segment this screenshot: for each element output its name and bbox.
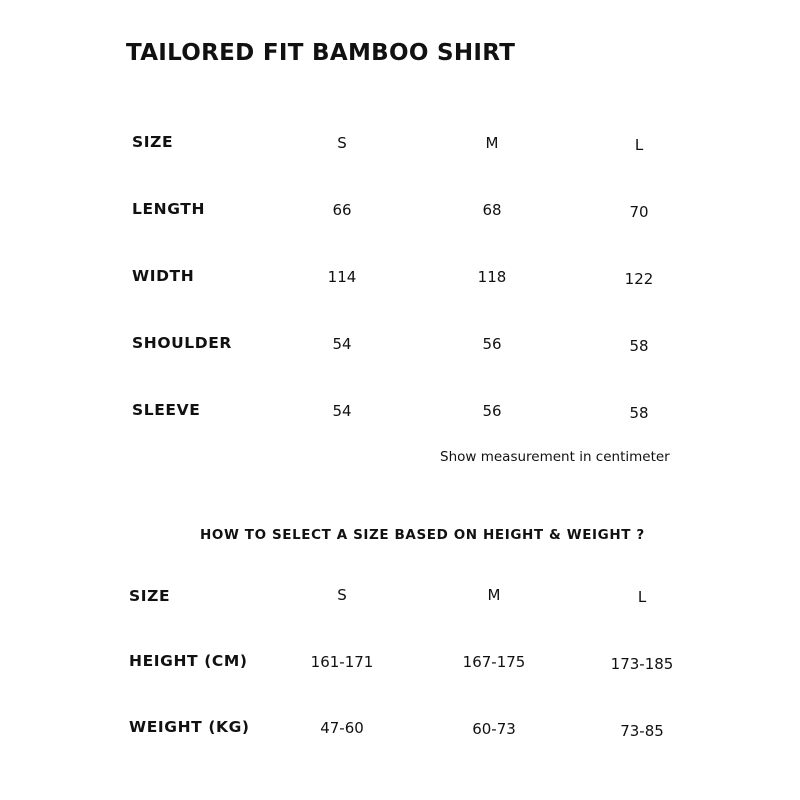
cell-value: 173-185	[610, 655, 674, 673]
cell-value: 54	[332, 335, 352, 353]
table-row	[0, 133, 800, 163]
row-label: WIDTH	[132, 267, 195, 285]
cell-value: 161-171	[310, 653, 374, 671]
cell-value: 56	[482, 402, 502, 420]
cell-value: M	[485, 134, 499, 152]
table-row	[0, 267, 800, 297]
table-row	[0, 200, 800, 230]
cell-value: 56	[482, 335, 502, 353]
cell-value: 70	[629, 203, 649, 221]
measurement-note: Show measurement in centimeter	[440, 449, 670, 465]
size-guide-heading: HOW TO SELECT A SIZE BASED ON HEIGHT & WEIGHT ?	[200, 527, 645, 543]
row-label: SIZE	[129, 587, 171, 605]
table-row	[0, 718, 800, 748]
cell-value: L	[637, 588, 647, 606]
row-label: SIZE	[132, 133, 174, 151]
row-label: HEIGHT (CM)	[129, 652, 248, 670]
cell-value: 122	[624, 270, 654, 288]
cell-value: L	[634, 136, 644, 154]
cell-value: 118	[477, 268, 507, 286]
cell-value: 58	[629, 337, 649, 355]
cell-value: S	[337, 134, 347, 152]
cell-value: S	[337, 586, 347, 604]
table-row	[0, 334, 800, 364]
cell-value: M	[487, 586, 501, 604]
row-label: SHOULDER	[132, 334, 232, 352]
page-title: TAILORED FIT BAMBOO SHIRT	[126, 40, 516, 66]
cell-value: 66	[332, 201, 352, 219]
row-label: WEIGHT (KG)	[129, 718, 250, 736]
cell-value: 68	[482, 201, 502, 219]
row-label: SLEEVE	[132, 401, 201, 419]
table-row	[0, 587, 800, 617]
cell-value: 60-73	[472, 720, 516, 738]
table-row	[0, 652, 800, 682]
cell-value: 73-85	[620, 722, 664, 740]
row-label: LENGTH	[132, 200, 206, 218]
table-row	[0, 401, 800, 431]
cell-value: 167-175	[462, 653, 526, 671]
cell-value: 54	[332, 402, 352, 420]
cell-value: 58	[629, 404, 649, 422]
cell-value: 47-60	[320, 719, 364, 737]
cell-value: 114	[327, 268, 357, 286]
